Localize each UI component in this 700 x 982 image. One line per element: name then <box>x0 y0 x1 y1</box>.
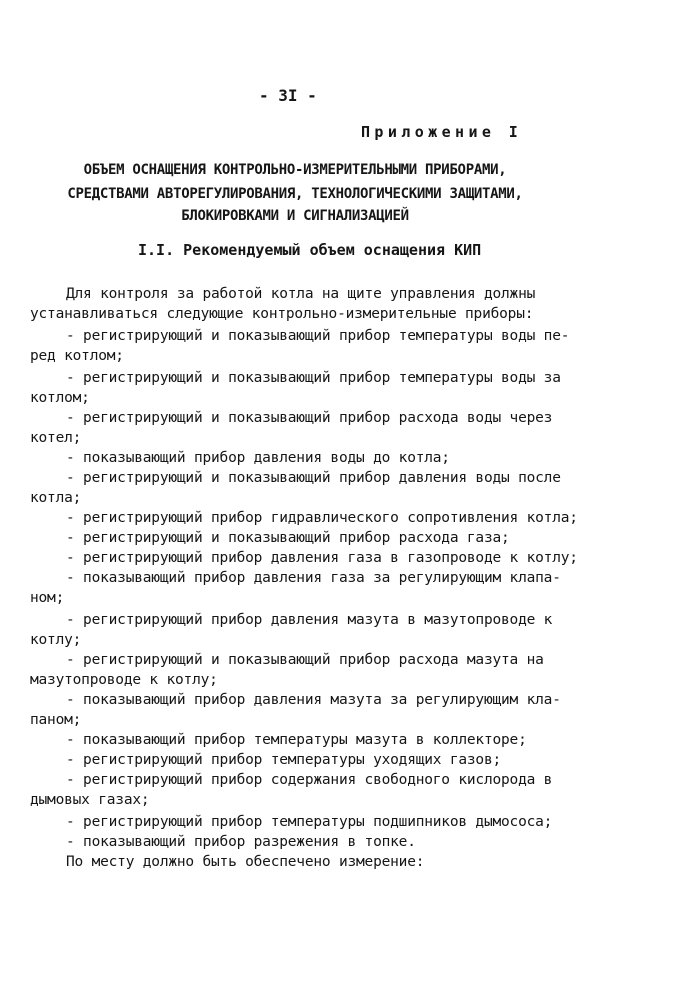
list-item-cont: дымовых газах; <box>30 792 150 808</box>
title-line-3: БЛОКИРОВКАМИ И СИГНАЛИЗАЦИЕЙ <box>181 208 409 224</box>
list-item-line: - регистрирующий и показывающий прибор температуры воды пе- <box>66 328 570 344</box>
list-item-line: - регистрирующий и показывающий прибор расхода мазута на <box>66 652 544 668</box>
list-item-cont: ном; <box>30 590 65 606</box>
list-item-line: - показывающий прибор давления мазута за регулирующим кла- <box>66 692 561 708</box>
list-item-line: - регистрирующий и показывающий прибор давления воды после <box>66 470 561 486</box>
title-line-2: СРЕДСТВАМИ АВТОРЕГУЛИРОВАНИЯ, ТЕХНОЛОГИЧЕСКИМИ ЗАЩИТАМИ, <box>67 186 523 202</box>
list-item-cont: котел; <box>30 430 82 446</box>
list-item-line: - показывающий прибор температуры мазута в коллекторе; <box>66 732 527 748</box>
list-item-cont: котлу; <box>30 632 82 648</box>
list-item-line: - регистрирующий прибор давления мазута в мазутопроводе к <box>66 612 553 628</box>
list-item-line: - регистрирующий прибор давления газа в газопроводе к котлу; <box>66 550 578 566</box>
list-item-cont: ред котлом; <box>30 348 124 364</box>
list-item-cont: мазутопроводе к котлу; <box>30 672 218 688</box>
list-item-line: - регистрирующий прибор содержания свободного кислорода в <box>66 772 553 788</box>
list-item-line: - показывающий прибор давления воды до котла; <box>66 450 450 466</box>
section-heading: I.I. Рекомендуемый объем оснащения КИП <box>138 241 482 259</box>
closing-line: По месту должно быть обеспечено измерение: <box>66 854 425 870</box>
appendix-label: Приложение I <box>361 123 523 141</box>
intro-line-1: Для контроля за работой котла на щите управления должны <box>66 286 536 302</box>
list-item-line: - регистрирующий прибор температуры уходящих газов; <box>66 752 502 768</box>
list-item-line: - регистрирующий и показывающий прибор расхода газа; <box>66 530 510 546</box>
list-item-line: - регистрирующий и показывающий прибор расхода воды через <box>66 410 553 426</box>
list-item-line: - регистрирующий прибор температуры подшипников дымососа; <box>66 814 553 830</box>
list-item-cont: паном; <box>30 712 82 728</box>
list-item-cont: котла; <box>30 490 82 506</box>
intro-line-2: устанавливаться следующие контрольно-измерительные приборы: <box>30 306 534 322</box>
page-number: - 3I - <box>259 86 317 105</box>
list-item-line: - регистрирующий и показывающий прибор температуры воды за <box>66 370 561 386</box>
list-item-cont: котлом; <box>30 390 90 406</box>
list-item-line: - показывающий прибор разрежения в топке. <box>66 834 416 850</box>
list-item-line: - показывающий прибор давления газа за регулирующим клапа- <box>66 570 561 586</box>
title-line-1: ОБЪЕМ ОСНАЩЕНИЯ КОНТРОЛЬНО-ИЗМЕРИТЕЛЬНЫМИ ПРИБОРАМИ, <box>83 162 507 178</box>
list-item-line: - регистрирующий прибор гидравлического сопротивления котла; <box>66 510 578 526</box>
